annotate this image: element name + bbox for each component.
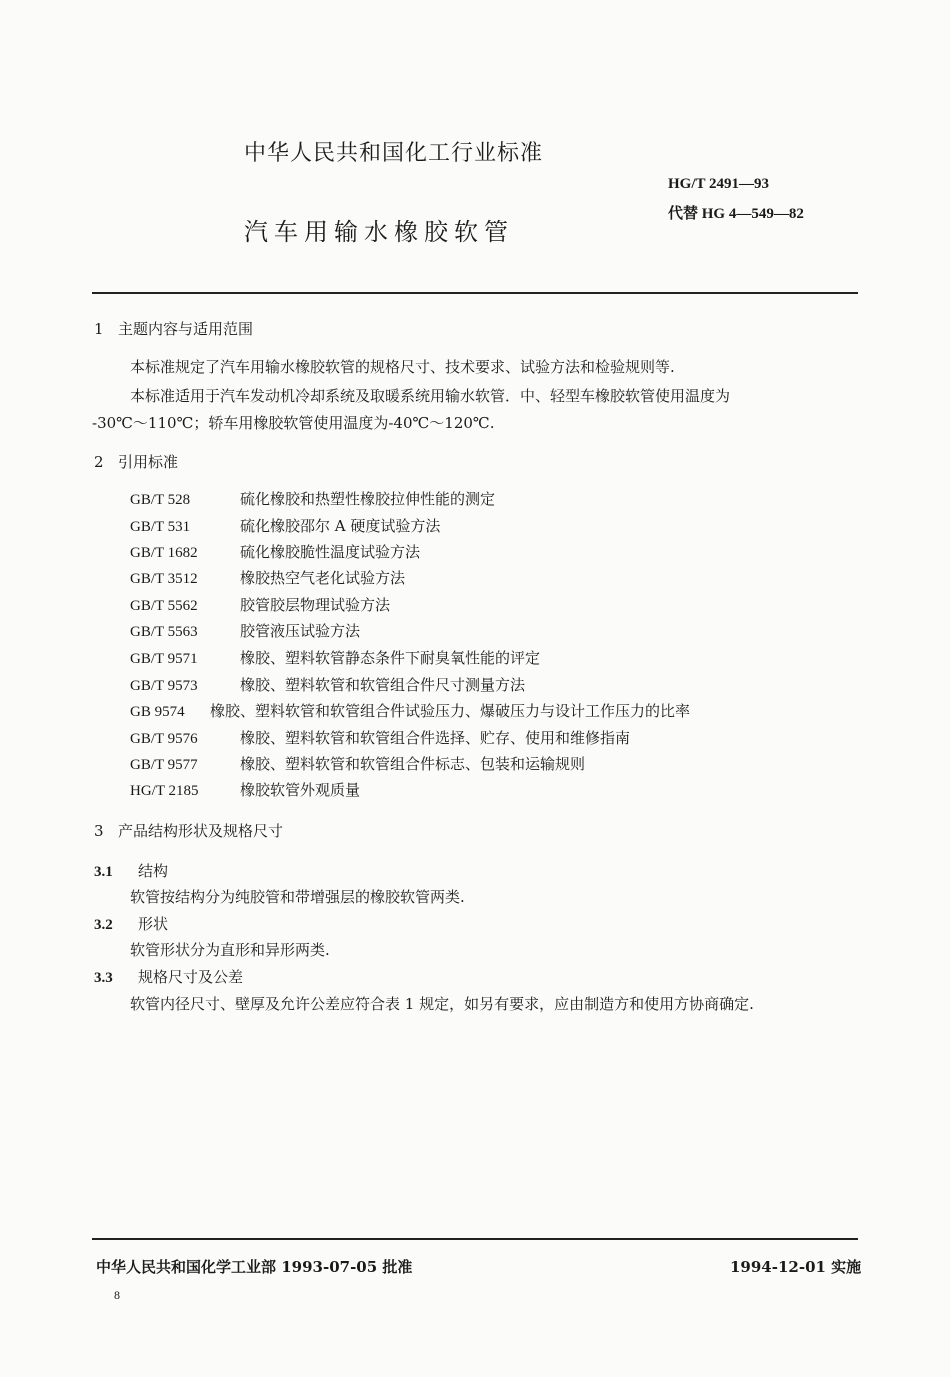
reference-code: GB/T 9577 (130, 757, 198, 773)
reference-code: GB/T 1682 (130, 545, 198, 561)
subsection-3-2-heading (94, 913, 168, 934)
subsection-3-1-heading (94, 860, 168, 881)
reference-title: 硫化橡胶脆性温度试验方法 (240, 543, 421, 561)
reference-code: GB/T 531 (130, 519, 191, 535)
reference-title: 胶管胶层物理试验方法 (240, 596, 391, 614)
reference-title: 橡胶、塑料软管和软管组合件试验压力、爆破压力与设计工作压力的比率 (210, 702, 691, 720)
document-title: 汽车用输水橡胶软管 (244, 218, 514, 246)
reference-item (130, 779, 360, 800)
subsection-3-2-text: 软管形状分为直形和异形两类. (130, 941, 330, 959)
page-number: 8 (114, 1288, 120, 1302)
reference-title: 橡胶、塑料软管静态条件下耐臭氧性能的评定 (240, 649, 541, 667)
subsection-3-3-text: 软管内径尺寸、壁厚及允许公差应符合表 1 规定，如另有要求，应由制造方和使用方协商确定. (130, 995, 754, 1013)
reference-item (130, 674, 525, 695)
section-3-heading (94, 820, 283, 841)
reference-title: 橡胶、塑料软管和软管组合件选择、贮存、使用和维修指南 (240, 729, 631, 747)
reference-title: 硫化橡胶和热塑性橡胶拉伸性能的测定 (240, 490, 496, 508)
reference-title: 橡胶、塑料软管和软管组合件标志、包装和运输规则 (240, 755, 586, 773)
reference-item (130, 515, 440, 536)
reference-title: 硫化橡胶邵尔 A 硬度试验方法 (240, 517, 441, 535)
reference-item (130, 541, 420, 562)
subsection-number: 3.2 (94, 917, 113, 933)
section-1-heading (94, 318, 253, 339)
section-3-number: 3 (94, 822, 104, 840)
reference-code: HG/T 2185 (130, 783, 199, 799)
reference-item (130, 727, 630, 748)
subsection-number: 3.1 (94, 864, 113, 880)
subsection-title: 形状 (138, 915, 169, 933)
subsection-number: 3.3 (94, 970, 113, 986)
section-1-number: 1 (94, 320, 104, 338)
bottom-divider (92, 1238, 858, 1240)
replaces-code: 代替 HG 4—549—82 (668, 206, 804, 222)
section-1-paragraph-1: 本标准规定了汽车用输水橡胶软管的规格尺寸、技术要求、试验方法和检验规则等. (130, 358, 675, 376)
section-3-title: 产品结构形状及规格尺寸 (118, 822, 284, 840)
reference-code: GB 9574 (130, 704, 185, 720)
approval-line: 中华人民共和国化学工业部 1993-07-05 批准 (96, 1258, 413, 1276)
subsection-3-3-heading (94, 966, 243, 987)
section-2-heading (94, 451, 178, 472)
reference-code: GB/T 5563 (130, 624, 198, 640)
section-1-title: 主题内容与适用范围 (118, 320, 254, 338)
subsection-title: 结构 (138, 862, 169, 880)
reference-title: 橡胶软管外观质量 (240, 781, 361, 799)
reference-code: GB/T 5562 (130, 598, 198, 614)
reference-code: GB/T 9576 (130, 731, 198, 747)
reference-item (130, 488, 495, 509)
section-2-title: 引用标准 (118, 453, 179, 471)
reference-code: GB/T 528 (130, 492, 191, 508)
org-title: 中华人民共和国化工行业标准 (244, 141, 544, 166)
top-divider (92, 292, 858, 294)
reference-code: GB/T 3512 (130, 571, 198, 587)
subsection-3-1-text: 软管按结构分为纯胶管和带增强层的橡胶软管两类. (130, 888, 465, 906)
subsection-title: 规格尺寸及公差 (138, 968, 244, 986)
section-1-paragraph-2: 本标准适用于汽车发动机冷却系统及取暖系统用输水软管．中、轻型车橡胶软管使用温度为 (130, 387, 731, 405)
effective-date: 1994-12-01 实施 (730, 1258, 862, 1276)
reference-title: 橡胶、塑料软管和软管组合件尺寸测量方法 (240, 676, 526, 694)
reference-item (130, 620, 360, 641)
reference-title: 橡胶热空气老化试验方法 (240, 569, 406, 587)
reference-item (130, 700, 690, 721)
reference-item (130, 753, 585, 774)
reference-title: 胶管液压试验方法 (240, 622, 361, 640)
reference-item (130, 647, 540, 668)
reference-item (130, 594, 390, 615)
section-1-paragraph-3: -30℃～110℃；轿车用橡胶软管使用温度为-40℃～120℃. (92, 414, 495, 432)
section-2-number: 2 (94, 453, 104, 471)
standard-code: HG/T 2491—93 (668, 176, 769, 192)
reference-code: GB/T 9571 (130, 651, 198, 667)
reference-item (130, 567, 405, 588)
reference-code: GB/T 9573 (130, 678, 198, 694)
